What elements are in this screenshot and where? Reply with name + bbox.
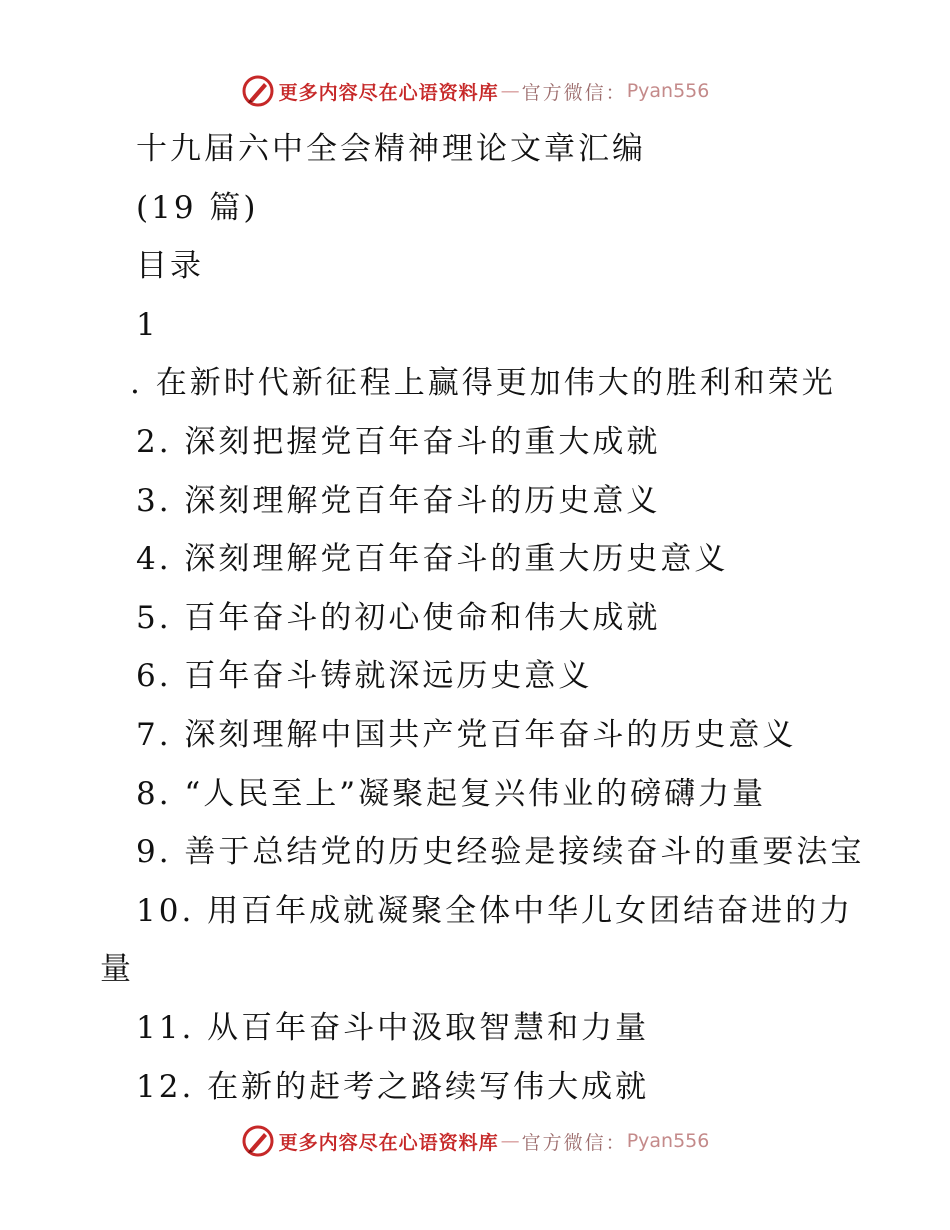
banner-separator: — <box>500 1130 520 1152</box>
toc-line: 6. 百年奋斗铸就深远历史意义 <box>136 658 593 695</box>
banner-main-text: 更多内容尽在心语资料库 <box>278 1131 499 1154</box>
toc-line: 10. 用百年成就凝聚全体中华儿女团结奋进的力 <box>136 892 854 929</box>
toc-line: 1 <box>136 306 159 343</box>
banner-wechat-label: 官方微信： <box>521 81 627 104</box>
toc-line: 11. 从百年奋斗中汲取智慧和力量 <box>136 1009 650 1046</box>
toc-line: 7. 深刻理解中国共产党百年奋斗的历史意义 <box>136 716 797 753</box>
toc-line: 8. “人民至上”凝聚起复兴伟业的磅礴力量 <box>136 775 767 812</box>
toc-line: . 在新时代新征程上赢得更加伟大的胜利和荣光 <box>130 365 836 402</box>
pen-logo-icon <box>241 1124 275 1158</box>
banner-wechat-id: Pyan556 <box>626 1130 710 1152</box>
banner-separator: — <box>500 80 520 102</box>
toc-line: 3. 深刻理解党百年奋斗的历史意义 <box>136 482 661 519</box>
toc-line: 5. 百年奋斗的初心使命和伟大成就 <box>136 599 661 636</box>
banner-wechat-label: 官方微信： <box>521 1131 627 1154</box>
header-watermark-banner <box>0 74 950 108</box>
banner-wechat-id: Pyan556 <box>626 80 710 102</box>
document-count: (19 篇) <box>136 189 259 226</box>
document-body <box>0 120 950 1116</box>
document-title: 十九届六中全会精神理论文章汇编 <box>136 131 646 167</box>
footer-watermark-banner <box>0 1124 950 1158</box>
toc-heading: 目录 <box>136 248 204 285</box>
toc-line: 4. 深刻理解党百年奋斗的重大历史意义 <box>136 541 729 578</box>
toc-line: 12. 在新的赶考之路续写伟大成就 <box>136 1068 650 1105</box>
toc-line: 9. 善于总结党的历史经验是接续奋斗的重要法宝 <box>136 834 865 871</box>
banner-main-text: 更多内容尽在心语资料库 <box>278 81 499 104</box>
pen-logo-icon <box>241 74 275 108</box>
toc-line: 2. 深刻把握党百年奋斗的重大成就 <box>136 423 661 460</box>
toc-line: 量 <box>100 951 134 988</box>
